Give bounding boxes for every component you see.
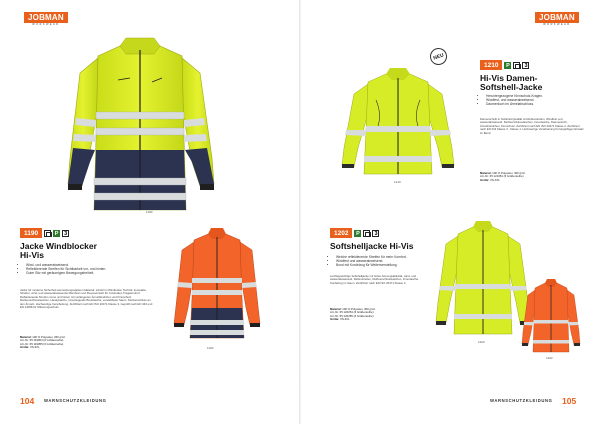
- brand-name: JOBMAN: [24, 12, 68, 23]
- article-line: Art.-Nr. 65 119054 (6 Größenreihe): [20, 338, 64, 343]
- performance-icon: P: [506, 62, 510, 69]
- class-icon: 3: [64, 230, 68, 237]
- orange-caption: 1202: [546, 356, 553, 360]
- softshell-women-image: [340, 70, 456, 180]
- list-item: • Heruntergezogene Kinnschutz-Kragen.: [486, 94, 592, 98]
- sizes-label: Größe:: [20, 345, 30, 350]
- list-item: • Wind- und wasserabweisend.: [26, 263, 166, 267]
- product-meta: [20, 336, 160, 350]
- sizes-label: Größe:: [330, 317, 340, 322]
- product-number: 1202: [330, 228, 352, 238]
- class-icon: 3: [524, 62, 528, 69]
- footer-label-right: WARNSCHUTZKLEIDUNG: [490, 398, 553, 403]
- article-line: Art.-Nr. 65 120254 (6 Größenreihe): [330, 310, 374, 315]
- feature-list: [20, 263, 166, 276]
- material-label: Material:: [20, 335, 32, 339]
- list-item: • Daumenloch im Ärmelabschluss.: [486, 102, 592, 106]
- performance-icon: P: [54, 230, 59, 237]
- garment-icon: [513, 62, 520, 69]
- top-caption: 1210: [394, 180, 401, 184]
- list-item: • Reflektierende Streifen für Sichtbarkeit vor- und hinten.: [26, 267, 166, 271]
- product-meta: [330, 308, 430, 322]
- list-item: • Windfest und wasserabweisend.: [336, 259, 436, 263]
- title-line-1: Hi-Vis Damen-: [480, 73, 538, 83]
- list-item: • Windfest- und wasserabweisend.: [486, 98, 592, 102]
- product-number: 1190: [20, 228, 42, 238]
- new-badge: NEU: [428, 46, 450, 68]
- product-meta: [480, 172, 586, 182]
- article-line: Art.-Nr. 65 121054 (6 Größenreihe): [480, 174, 524, 179]
- performance-icon: P: [356, 230, 360, 237]
- material-value: 100 % Polyester, 260 g/m².: [32, 335, 66, 339]
- sizes-value: XS-XXL: [489, 177, 500, 182]
- page-number-left: 104: [20, 396, 35, 406]
- list-item: • Weiche reflektierende Streifen für mehr Komfort.: [336, 255, 436, 259]
- product-title: [480, 74, 590, 92]
- page-spine: [299, 0, 301, 424]
- material-value: 100 % Polyester, 300 g/m².: [492, 171, 526, 175]
- title-line-2: Hi-Vis: [20, 250, 44, 260]
- garment-icon: [363, 230, 370, 237]
- product-description: Jacke für moderne Sicherheit aus leistungsstarkem Material, schützt in Windlocker Technik, kompakte Struktur, wind- und wasserabweisende Membran und Fleeceeinsatz für maximalen Tragekomfort. Reflektierende Streifen vorne und hinten mit verlängerten Ärmelbündchen und Kinnschutz. Reißverschlusstaschen, Handytasche, innenliegende Brusttasche, verstellbarer Saum. Klettverschluss an den Ärmeln. Hochwertige Verarbeitung. Zertifiziert nach EN ISO 20471 Klasse 3. Geprüft nach EN 343 und EN 14058 für Witterungsschutz.: [20, 288, 153, 310]
- material-label: Material:: [330, 307, 342, 311]
- list-item: • Guter Sitz mit geräumigem Bewegungsfreiheit.: [26, 271, 166, 275]
- product-description: Damenschnitt in Softshell-Qualität mit Reflexstreifen, Windfest und wasserabweisend. Reißverschlusstaschen, Innentasche, Daumenloch, Ärmelbündchen, Kinnschutz. Zertifiziert nach EN ISO 20471 Klasse 2. Zertifiziert nach EN 343 Klasse 3 - Klasse 1. Hochwertige Verarbeitung für langlebigen Einsatz im Beruf.: [480, 117, 584, 135]
- hero-caption: 1190: [146, 210, 153, 214]
- garment-icon: [44, 230, 51, 237]
- brand-name: JOBMAN: [535, 12, 579, 23]
- product-header-1202: [330, 228, 379, 238]
- article-line: Art.-Nr. 65 120255 (6 Größenreihe): [330, 313, 374, 318]
- material-value: 100 % Polyester, 300 g/m².: [342, 307, 376, 311]
- title-line-2: Softshell-Jacke: [480, 82, 543, 92]
- page-number-right: 105: [562, 396, 577, 406]
- product-header-1210: [480, 60, 529, 70]
- product-title: [20, 242, 97, 260]
- hero-jacket-image: [60, 38, 220, 218]
- sizes-label: Größe:: [480, 177, 490, 182]
- softshell-yellow-image: [434, 222, 532, 338]
- logo-right: [535, 12, 579, 26]
- yellow-caption: 1202: [478, 340, 485, 344]
- footer-label-left: WARNSCHUTZKLEIDUNG: [44, 398, 107, 403]
- product-header-1190: [20, 228, 69, 238]
- article-line: Art.-Nr. 65 119055 (6 Größenreihe): [20, 341, 64, 346]
- product-number: 1210: [480, 60, 502, 70]
- softshell-orange-image: [520, 280, 582, 354]
- orange-jacket-image: [170, 228, 264, 342]
- brand-sub: WORKWEAR: [543, 23, 571, 26]
- brand-sub: WORKWEAR: [32, 23, 60, 26]
- title-line-1: Jacke Windblocker: [20, 241, 97, 251]
- product-title: Softshelljacke Hi-Vis: [330, 241, 414, 251]
- sizes-value: XS-3XL: [339, 317, 350, 322]
- feature-list: [330, 255, 436, 268]
- material-label: Material:: [480, 171, 492, 175]
- product-description: Leichtgewichtige Softshelljacke mit hoher Atmungsaktivität, wind- und wasserabweisend. Reflexstreifen, Reißverschlusstaschen, Innentasche, Kordelzug im Saum. Zertifiziert nach EN ISO 20471 Klasse 3.: [330, 274, 419, 285]
- logo-left: [24, 12, 68, 26]
- feature-list: [480, 94, 592, 107]
- list-item: • Bund mit Kordelzug für Weitenverstellung.: [336, 263, 436, 267]
- sizes-value: XS-3XL: [29, 345, 40, 350]
- class-icon: 3: [374, 230, 378, 237]
- small-caption: 1190: [207, 346, 214, 350]
